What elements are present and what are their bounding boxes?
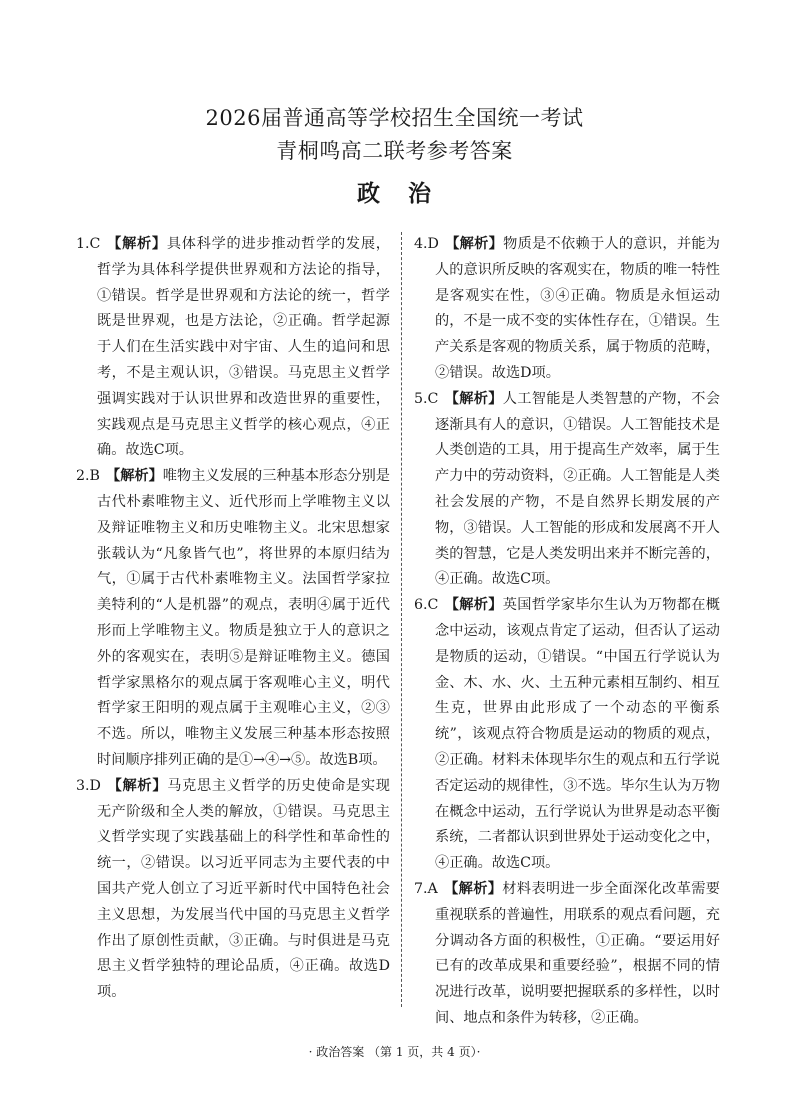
analysis-tag: 【解析】 <box>443 880 503 897</box>
analysis-text: 人工智能是人类智慧的产物，不会逐渐具有人的意识，①错误。人工智能技术是人类创造的工具，用于提高生产效率，属于生产力中的劳动资料，②正确。人工智能是人类社会发展的产物，不是自然界长期发展的产物，③错误。人工智能的形成和发展离不开人类的智慧，它是人类发明出来并不断完善的，④正确。故选C项。 <box>435 390 720 588</box>
analysis-text: 材料表明进一步全面深化改革需要重视联系的普遍性，用联系的观点看问题，充分调动各方面的积极性，①正确。“要运用好已有的改革成果和重要经验”，根据不同的情况进行改革，说明要把握联系的多样性，以时间、地点和条件为转移，②正确。 <box>435 880 720 1026</box>
analysis-text: 英国哲学家毕尔生认为万物都在概念中运动，该观点肯定了运动，但否认了运动是物质的运动，①错误。“中国五行学说认为金、木、水、火、土五种元素相互制约、相互生克，世界由此形成了一个动态的平衡系统”，该观点符合物质是运动的物质的观点，②正确。材料未体现毕尔生的观点和五行学说否定运动的规律性，③不选。毕尔生认为万物在概念中运动，五行学说认为世界是动态平衡系统，二者都认识到世界处于运动变化之中，④正确。故选C项。 <box>435 597 720 872</box>
question-item <box>414 593 720 877</box>
question-item <box>414 387 720 593</box>
question-number: 4. <box>414 236 428 252</box>
right-column <box>414 232 720 1026</box>
answer-letter: A <box>427 880 438 897</box>
analysis-text: 具体科学的进步推动哲学的发展，哲学为具体科学提供世界观和方法论的指导，①错误。哲学是世界观和方法论的统一，哲学既是世界观，也是方法论，②正确。哲学起源于人们在生活实践中对宇宙、人生的追问和思考，不是主观认识，③错误。马克思主义哲学强调实践对于认识世界和改造世界的重要性，实践观点是马克思主义哲学的核心观点，④正确。故选C项。 <box>97 236 390 459</box>
exam-title: 2026届普通高等学校招生全国统一考试 <box>205 106 584 130</box>
analysis-tag: 【解析】 <box>106 236 167 252</box>
question-item <box>414 232 720 387</box>
question-item <box>76 464 390 774</box>
answer-letter: D <box>89 777 101 794</box>
analysis-tag: 【解析】 <box>444 597 503 614</box>
question-number: 6. <box>414 597 428 614</box>
question-number: 3. <box>76 777 90 794</box>
analysis-tag: 【解析】 <box>444 390 503 407</box>
analysis-text: 马克思主义哲学的历史使命是实现无产阶级和全人类的解放，①错误。马克思主义哲学实现了实践基础上的科学性和革命性的统一，②错误。以习近平同志为主要代表的中国共产党人创立了习近平新时代中国特色社会主义思想，为发展当代中国的马克思主义哲学作出了原创性贡献，③正确。与时俱进是马克思主义哲学独特的理论品质，④正确。故选D项。 <box>97 777 390 1001</box>
question-item <box>76 232 390 464</box>
question-number: 1. <box>76 236 90 252</box>
answer-letter: C <box>427 390 439 407</box>
question-item <box>414 877 720 1032</box>
answer-letter: C <box>427 597 439 614</box>
column-divider <box>401 232 402 1007</box>
answer-letter: B <box>89 468 100 485</box>
analysis-tag: 【解析】 <box>444 236 504 252</box>
answer-letter: D <box>427 236 439 252</box>
page-footer: · 政治答案 （第 1 页，共 4 页）· <box>308 1045 481 1059</box>
question-number: 5. <box>414 390 428 407</box>
subject-title: 政 治 <box>356 180 432 207</box>
analysis-text: 唯物主义发展的三种基本形态分别是古代朴素唯物主义、近代形而上学唯物主义以及辩证唯物主义和历史唯物主义。北宋思想家张载认为“凡象皆气也”，将世界的本原归结为气，①属于古代朴素唯物主义。法国哲学家拉美特利的“人是机器”的观点，表明④属于近代形而上学唯物主义。物质是独立于人的意识之外的客观实在，表明⑤是辩证唯物主义。德国哲学家黑格尔的观点属于客观唯心主义，明代哲学家王阳明的观点属于主观唯心主义，②③不选。所以，唯物主义发展三种基本形态按照时间顺序排列正确的是①→④→⑤。故选B项。 <box>97 468 390 768</box>
analysis-tag: 【解析】 <box>105 468 163 485</box>
question-number: 7. <box>414 880 428 897</box>
question-number: 2. <box>76 468 90 485</box>
left-column <box>76 232 390 1012</box>
answer-letter: C <box>89 236 101 252</box>
answer-key-title: 青桐鸣高二联考参考答案 <box>276 139 513 163</box>
question-item <box>76 774 390 1006</box>
analysis-tag: 【解析】 <box>106 777 168 794</box>
analysis-text: 物质是不依赖于人的意识，并能为人的意识所反映的客观实在，物质的唯一特性是客观实在性，③④正确。物质是永恒运动的，不是一成不变的实体性存在，①错误。生产关系是客观的物质关系，属于物质的范畴，②错误。故选D项。 <box>435 236 720 381</box>
